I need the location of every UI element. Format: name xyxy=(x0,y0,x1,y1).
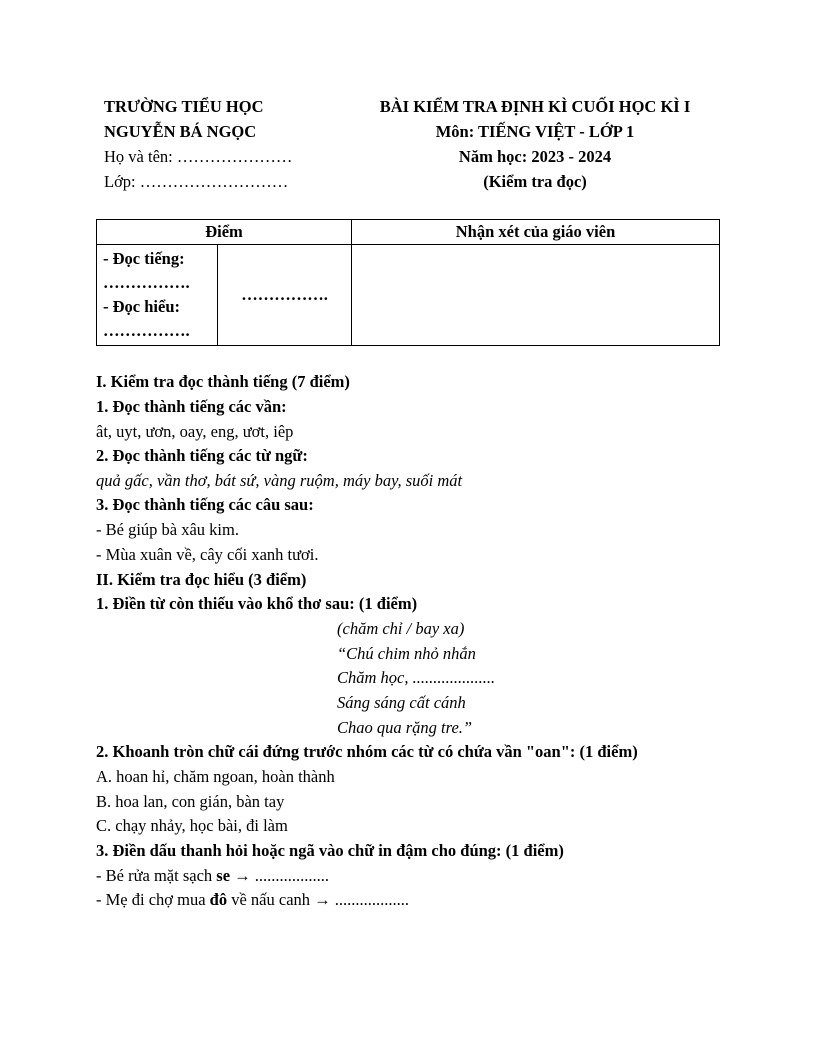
total-score-cell: ……………. xyxy=(218,245,352,346)
q2-option: C. chạy nhảy, học bài, đi làm xyxy=(96,816,288,835)
section1-q1-title: 1. Đọc thành tiếng các vần: xyxy=(96,397,287,416)
q3-line2-suffix: về nấu canh → .................. xyxy=(227,890,410,909)
reading-comp-label: - Đọc hiểu: xyxy=(103,297,180,316)
poem-line: (chăm chỉ / bay xa) xyxy=(337,619,465,638)
section2-q3-title: 3. Điền dấu thanh hỏi hoặc ngã vào chữ in đậm cho đúng: (1 điểm) xyxy=(96,841,564,860)
exam-school-year: Năm học: 2023 - 2024 xyxy=(458,147,612,166)
section1-q2-content: quả gấc, vần thơ, bát sứ, vàng ruộm, máy bay, suối mát xyxy=(96,471,463,490)
q3-line2-bold-word: đô xyxy=(209,890,228,909)
q3-line1-prefix: - Bé rửa mặt sạch xyxy=(96,866,217,885)
student-class-field: Lớp: ……………………… xyxy=(104,172,289,191)
section2-title: II. Kiểm tra đọc hiểu (3 điểm) xyxy=(96,570,307,589)
q3-line2 xyxy=(96,890,409,910)
q3-line2-prefix: - Mẹ đi chợ mua xyxy=(96,890,210,909)
reading-comp-dots: ……………. xyxy=(103,321,190,340)
teacher-comment-cell xyxy=(352,245,720,346)
q2-option: B. hoa lan, con gián, bàn tay xyxy=(96,792,285,811)
section1-q1-content: ât, uyt, ươn, oay, eng, ươt, iêp xyxy=(96,422,294,441)
exam-title: BÀI KIỂM TRA ĐỊNH KÌ CUỐI HỌC KÌ I xyxy=(379,97,691,116)
poem-line: Chăm học, .................... xyxy=(337,668,496,687)
poem-line: “Chú chim nhỏ nhắn xyxy=(337,644,476,663)
poem-line: Chao qua rặng tre.” xyxy=(337,718,473,737)
q3-line1-suffix: → .................. xyxy=(230,866,330,885)
score-table xyxy=(96,219,720,346)
q3-line1-bold-word: se xyxy=(216,866,231,885)
q2-option: A. hoan hỉ, chăm ngoan, hoàn thành xyxy=(96,767,335,786)
exam-type: (Kiểm tra đọc) xyxy=(483,172,587,191)
section1-q3-line1: - Bé giúp bà xâu kim. xyxy=(96,520,239,539)
section1-q3-title: 3. Đọc thành tiếng các câu sau: xyxy=(96,495,314,514)
score-breakdown-cell xyxy=(97,245,218,346)
section1-q2-title: 2. Đọc thành tiếng các từ ngữ: xyxy=(96,446,308,465)
exam-subject: Môn: TIẾNG VIỆT - LỚP 1 xyxy=(435,122,635,141)
reading-aloud-label: - Đọc tiếng: xyxy=(103,249,185,268)
section1-q3-line2: - Mùa xuân về, cây cối xanh tươi. xyxy=(96,545,319,564)
teacher-comment-header: Nhận xét của giáo viên xyxy=(352,220,720,245)
school-name-line1: TRƯỜNG TIỂU HỌC xyxy=(104,97,264,116)
section2-q2-title: 2. Khoanh tròn chữ cái đứng trước nhóm các từ có chứa vần "oan": (1 điểm) xyxy=(96,742,638,761)
student-name-field: Họ và tên: ………………… xyxy=(104,147,293,166)
section2-q1-title: 1. Điền từ còn thiếu vào khổ thơ sau: (1 điểm) xyxy=(96,594,418,613)
school-name-line2: NGUYỄN BÁ NGỌC xyxy=(104,122,257,141)
section1-title: I. Kiểm tra đọc thành tiếng (7 điểm) xyxy=(96,372,350,391)
score-header: Điểm xyxy=(97,220,352,245)
poem-line: Sáng sáng cất cánh xyxy=(337,693,466,712)
reading-aloud-dots: ……………. xyxy=(103,273,190,292)
q3-line1 xyxy=(96,866,329,886)
